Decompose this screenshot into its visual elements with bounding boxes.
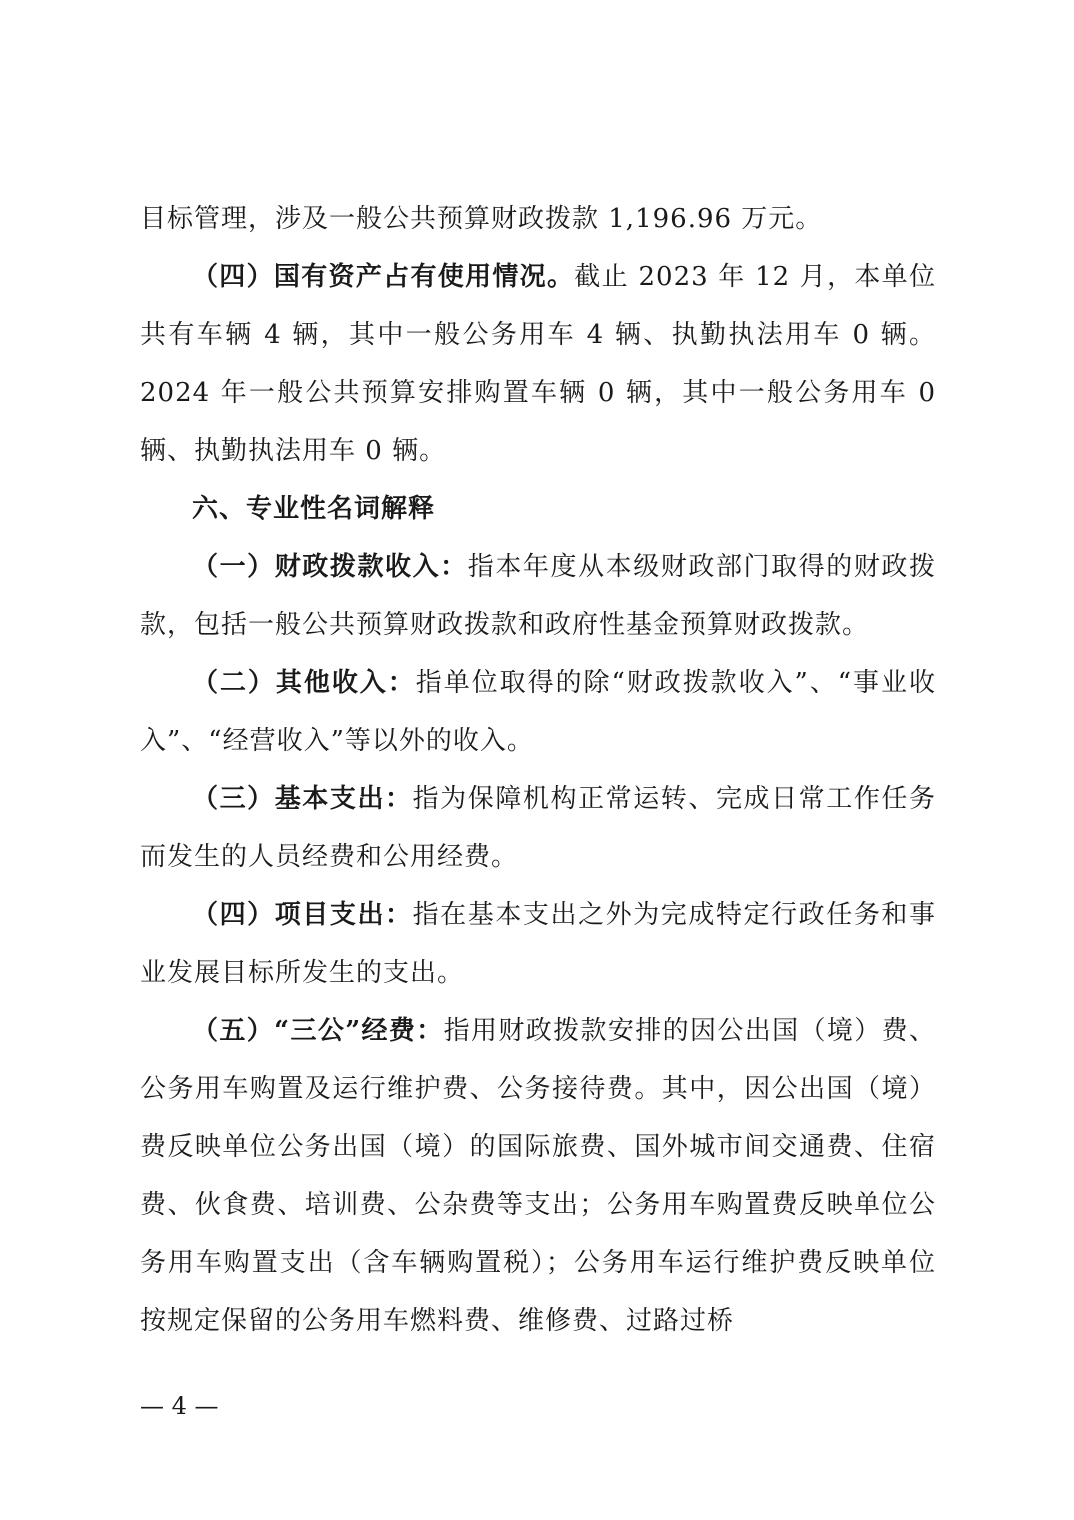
paragraph-text: 指本年度从本级财政部门取得的财政拨款，包括一般公共预算财政拨款和政府性基金预算财政拨款。 — [140, 552, 936, 640]
paragraph-lead: （四）项目支出： — [192, 900, 413, 930]
paragraph-lead: （五）“三公”经费： — [192, 1016, 444, 1046]
paragraph-fiscal-income — [140, 538, 936, 654]
paragraph-text: 指为保障机构正常运转、完成日常工作任务而发生的人员经费和公用经费。 — [140, 784, 936, 872]
paragraph-continuation — [140, 190, 936, 248]
paragraph-lead: （一）财政拨款收入： — [192, 552, 468, 582]
paragraph-lead: （四）国有资产占有使用情况。 — [192, 262, 575, 292]
paragraph-basic-expenditure — [140, 770, 936, 886]
paragraph-text: 目标管理，涉及一般公共预算财政拨款 1,196.96 万元。 — [140, 204, 823, 234]
paragraph-text: 指用财政拨款安排的因公出国（境）费、公务用车购置及运行维护费、公务接待费。其中，因公出国（境）费反映单位公务出国（境）的国际旅费、国外城市间交通费、住宿费、伙食费、培训费、公杂费等支出；公务用车购置费反映单位公务用车购置支出（含车辆购置税）；公务用车运行维护费反映单位按规定保留的公务用车燃料费、维修费、过路过桥 — [140, 1016, 936, 1336]
paragraph-other-income — [140, 654, 936, 770]
paragraph-lead: （三）基本支出： — [192, 784, 413, 814]
paragraph-text: 指在基本支出之外为完成特定行政任务和事业发展目标所发生的支出。 — [140, 900, 936, 988]
paragraph-text: 截止 2023 年 12 月，本单位共有车辆 4 辆，其中一般公务用车 4 辆、执勤执法用车 0 辆。2024 年一般公共预算安排购置车辆 0 辆，其中一般公务用车 0 辆、执勤执法用车 0 辆。 — [140, 262, 936, 466]
page-number: — 4 — — [140, 1392, 219, 1420]
paragraph-project-expenditure — [140, 886, 936, 1002]
section-heading: 六、专业性名词解释 — [192, 494, 436, 524]
paragraph-three-public-expenses — [140, 1002, 936, 1350]
paragraph-state-assets — [140, 248, 936, 480]
paragraph-lead: （二）其他收入： — [192, 668, 416, 698]
paragraph-text: 指单位取得的除“财政拨款收入”、“事业收入”、“经营收入”等以外的收入。 — [140, 668, 936, 756]
document-body — [140, 190, 936, 1350]
